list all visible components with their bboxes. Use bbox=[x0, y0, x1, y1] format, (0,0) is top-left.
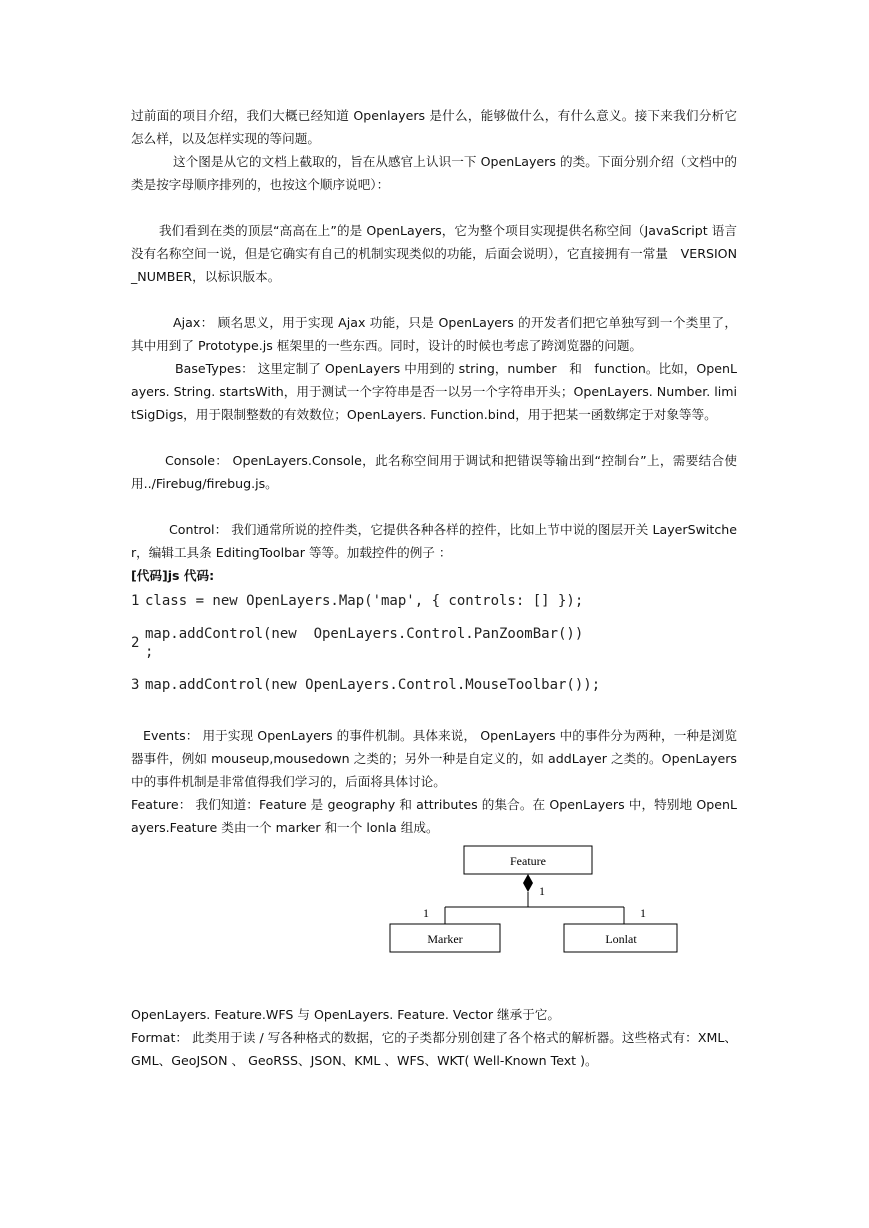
feature-class-diagram bbox=[389, 845, 681, 963]
multiplicity-right: 1 bbox=[640, 906, 646, 920]
paragraph-basetypes: BaseTypes： 这里定制了 OpenLayers 中用到的 string，number 和 function。比如，OpenLayers. String. startsWith，用于测试一个字符串是否一以另一个字符串开头；OpenLayers. Number. limitSigDigs，用于限制整数的有效数位；OpenLayers. Function.bind，用于把某一函数绑定于对象等等。 bbox=[131, 361, 737, 422]
code-line bbox=[131, 670, 737, 700]
paragraph-top-class: 我们看到在类的顶层“高高在上”的是 OpenLayers，它为整个项目实现提供名称空间（JavaScript 语言没有名称空间一说，但是它确实有自己的机制实现类似的功能，后面会说明），它直接拥有一常量 VERSION_NUMBER，以标识版本。 bbox=[131, 223, 737, 284]
lonlat-class-label: Lonlat bbox=[605, 932, 637, 946]
code-line bbox=[131, 618, 737, 668]
paragraph-feature: Feature： 我们知道：Feature 是 geography 和 attributes 的集合。在 OpenLayers 中，特别地 OpenLayers.Feature 类由一个 marker 和一个 lonla 组成。 bbox=[131, 797, 737, 835]
paragraph-intro: 过前面的项目介绍，我们大概已经知道 Openlayers 是什么，能够做什么，有什么意义。接下来我们分析它怎么样，以及怎样实现的等问题。 bbox=[131, 108, 737, 146]
composition-diamond bbox=[523, 874, 533, 892]
paragraph-events: Events： 用于实现 OpenLayers 的事件机制。具体来说， OpenLayers 中的事件分为两种，一种是浏览器事件，例如 mouseup,mousedown 之类的；另外一种是自定义的，如 addLayer 之类的。OpenLayers 中的事件机制是非常值得我们学习的，后面将具体讨论。 bbox=[131, 728, 737, 789]
paragraph-format: Format： 此类用于读 / 写各种格式的数据，它的子类都分别创建了各个格式的解析器。这些格式有：XML、 GML、GeoJSON 、 GeoRSS、JSON、KML 、WFS、WKT( Well-Known Text )。 bbox=[131, 1030, 737, 1068]
multiplicity-parent: 1 bbox=[539, 884, 545, 898]
multiplicity-left: 1 bbox=[423, 906, 429, 920]
paragraph-ajax: Ajax： 顾名思义，用于实现 Ajax 功能，只是 OpenLayers 的开发者们把它单独写到一个类里了，其中用到了 Prototype.js 框架里的一些东西。同时，设计的时候也考虑了跨浏览器的问题。 bbox=[131, 315, 737, 353]
paragraph-console: Console： OpenLayers.Console，此名称空间用于调试和把错误等输出到“控制台”上，需要结合使用../Firebug/firebug.js。 bbox=[131, 453, 737, 491]
code-line-number: 1 bbox=[131, 593, 140, 609]
paragraph-figure-intro: 这个图是从它的文档上截取的，旨在从感官上认识一下 OpenLayers 的类。下面分别介绍（文档中的类是按字母顺序排列的，也按这个顺序说吧）： bbox=[131, 154, 737, 192]
code-block bbox=[131, 588, 737, 700]
paragraph-feature-inherit: OpenLayers. Feature.WFS 与 OpenLayers. Feature. Vector 继承于它。 bbox=[131, 1007, 560, 1022]
code-heading: [代码]js 代码: bbox=[131, 568, 215, 583]
feature-class-label: Feature bbox=[510, 854, 546, 868]
code-line-text: class = new OpenLayers.Map('map', { controls: [] }); bbox=[145, 593, 584, 609]
code-line bbox=[131, 588, 737, 614]
code-line-number: 3 bbox=[131, 677, 140, 693]
code-line-number: 2 bbox=[131, 635, 140, 651]
code-line-text: map.addControl(new OpenLayers.Control.PanZoomBar()) ; bbox=[145, 626, 584, 660]
marker-class-label: Marker bbox=[427, 932, 463, 946]
document-body bbox=[131, 104, 737, 1072]
paragraph-control: Control： 我们通常所说的控件类，它提供各种各样的控件，比如上节中说的图层开关 LayerSwitcher，编辑工具条 EditingToolbar 等等。加载控件的例子 ： bbox=[131, 522, 737, 560]
code-line-text: map.addControl(new OpenLayers.Control.MouseToolbar()); bbox=[145, 677, 601, 693]
